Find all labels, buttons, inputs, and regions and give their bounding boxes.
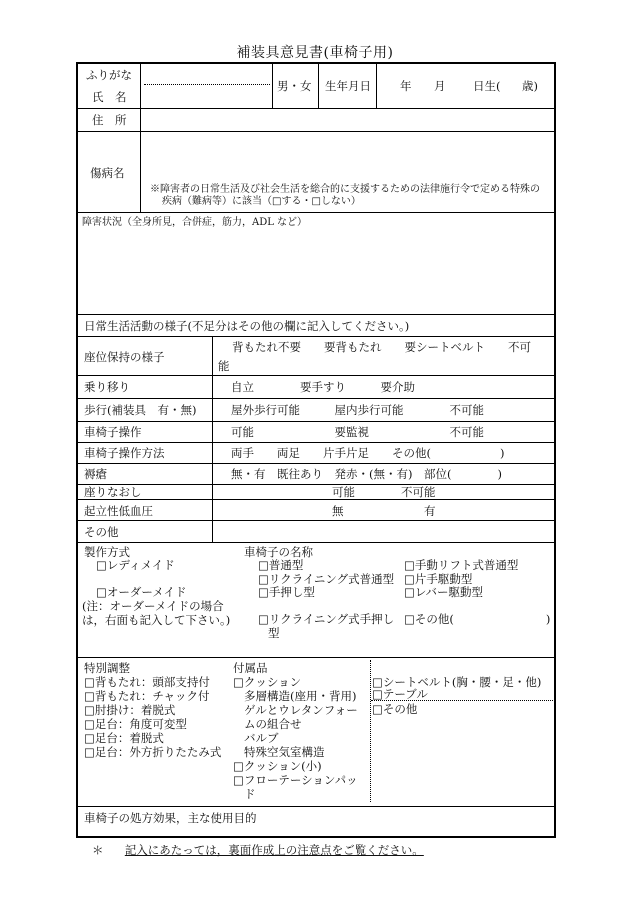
footnote	[92, 842, 424, 858]
accessories-other-checkbox[interactable]: □その他	[372, 702, 418, 716]
production-note: (注：オーダーメイドの場合	[82, 599, 224, 613]
cushion-multilayer: 多層構造(座用・背用)	[244, 689, 357, 703]
row-divider	[78, 314, 554, 315]
sitting-label: 座位保持の様子	[84, 350, 165, 364]
row-divider	[78, 542, 554, 543]
lever-drive-checkbox[interactable]: □レバー駆動型	[404, 585, 484, 599]
gender-option[interactable]: 男・女	[277, 79, 312, 93]
dob-label: 生年月日	[325, 79, 371, 93]
operation-method-options[interactable]: 両手 両足 片手片足 その他( )	[231, 446, 505, 460]
col-divider	[272, 64, 273, 108]
production-heading: 製作方式	[84, 545, 130, 559]
dob-month: 月	[434, 79, 446, 93]
row-divider	[78, 421, 554, 422]
row-divider	[78, 375, 554, 376]
furigana-label: ふりがな	[86, 68, 132, 82]
row-divider	[78, 108, 554, 109]
special-item[interactable]: □足台：外方折りたたみ式	[84, 745, 222, 759]
walking-options[interactable]: 屋外歩行可能 屋内歩行可能 不可能	[231, 403, 484, 417]
table-checkbox[interactable]: □テーブル	[372, 687, 428, 701]
special-heading: 特別調整	[84, 661, 130, 675]
ready-made-checkbox[interactable]: □レディメイド	[96, 558, 175, 572]
footnote-text: 記入にあたっては，裏面作成上の注意点をご覧ください。	[124, 843, 424, 857]
wheelchair-opinion-form	[76, 62, 556, 838]
seatbelt-checkbox[interactable]: □シートベルト(胸・腰・足・他)	[372, 675, 542, 689]
row-divider	[78, 131, 554, 132]
one-hand-checkbox[interactable]: □片手駆動型	[404, 572, 473, 586]
wheelchair-name-heading: 車椅子の名称	[244, 545, 313, 559]
cushion-valve: バルブ	[244, 731, 279, 745]
disease-note: ※障害者の日常生活及び社会生活を総合的に支援するための法律施行令で定める特殊の	[150, 184, 540, 195]
sitting-options[interactable]: 背もたれ不要 要背もたれ 要シートベルト 不可	[232, 340, 531, 354]
accessories-heading: 付属品	[233, 661, 268, 675]
cushion-gel-wrap: ムの組合せ	[244, 717, 302, 731]
pressure-sore-label: 褥瘡	[84, 467, 107, 481]
row-divider	[78, 398, 554, 399]
special-item[interactable]: □背もたれ：頭部支持付	[84, 675, 210, 689]
disability-label: 障害状況（全身所見，合併症，筋力，ADL など）	[82, 217, 308, 228]
flotation-pad-wrap: ド	[244, 787, 256, 801]
transfer-options[interactable]: 自立 要手すり 要介助	[231, 380, 415, 394]
transfer-label: 乗り移り	[84, 380, 130, 394]
reseat-label: 座りなおし	[84, 485, 142, 499]
row-divider	[78, 212, 554, 213]
dob-year: 年	[400, 79, 412, 93]
small-cushion-checkbox[interactable]: □クッション(小)	[233, 759, 322, 773]
row-divider	[78, 499, 554, 500]
operation-method-label: 車椅子操作方法	[84, 446, 165, 460]
manual-lift-checkbox[interactable]: □手動リフト式普通型	[404, 558, 519, 572]
row-divider	[78, 520, 554, 521]
accessories-dotted-divider	[370, 660, 371, 802]
recline-checkbox[interactable]: □リクライニング式普通型	[258, 572, 395, 586]
label-column-divider	[140, 64, 141, 212]
reseat-options[interactable]: 可能 不可能	[332, 485, 436, 499]
production-note-2: は，右面も記入して下さい。)	[82, 613, 231, 627]
walking-label: 歩行(補装具 有・無)	[84, 403, 197, 417]
footnote-mark: ＊	[92, 843, 104, 857]
name-label: 氏 名	[92, 90, 127, 104]
recline-push-wrap: 型	[268, 626, 280, 640]
sitting-options-wrap: 能	[218, 359, 230, 373]
other-label: その他	[84, 525, 119, 539]
row-divider	[78, 484, 554, 485]
order-made-checkbox[interactable]: □オーダーメイド	[96, 585, 187, 599]
special-item[interactable]: □背もたれ：チャック付	[84, 689, 210, 703]
dob-age-close: 歳)	[522, 79, 538, 93]
purpose-label: 車椅子の処方効果，主な使用目的	[84, 811, 257, 825]
cushion-gel: ゲルとウレタンフォー	[244, 703, 358, 717]
label-column-divider	[212, 336, 213, 542]
special-item[interactable]: □足台：角度可変型	[84, 717, 187, 731]
recline-push-checkbox[interactable]: □リクライニング式手押し	[258, 612, 395, 626]
operation-label: 車椅子操作	[84, 425, 142, 439]
form-title: 補装具意見書(車椅子用)	[236, 45, 394, 61]
row-divider	[78, 657, 554, 658]
furigana-dotted-line	[144, 84, 270, 85]
hypotension-label: 起立性低血圧	[84, 504, 153, 518]
flotation-pad-checkbox[interactable]: □フローテーションパッ	[233, 773, 358, 787]
col-divider	[376, 64, 377, 108]
special-item[interactable]: □肘掛け：着脱式	[84, 703, 176, 717]
row-divider	[78, 806, 554, 807]
disease-label: 傷病名	[90, 166, 125, 180]
cushion-air: 特殊空気室構造	[244, 745, 325, 759]
standard-checkbox[interactable]: □普通型	[258, 558, 304, 572]
dob-day-age: 日生(	[473, 79, 501, 93]
manual-push-checkbox[interactable]: □手押し型	[258, 585, 315, 599]
row-divider	[78, 336, 554, 337]
special-item[interactable]: □足台：着脱式	[84, 731, 164, 745]
row-divider	[78, 463, 554, 464]
pressure-sore-options[interactable]: 無・有 既往あり 発赤・(無・有) 部位( )	[231, 467, 502, 481]
wheelchair-other-checkbox[interactable]: □その他( )	[404, 612, 551, 626]
cushion-checkbox[interactable]: □クッション	[233, 675, 302, 689]
address-label: 住 所	[92, 113, 127, 127]
disease-note-2[interactable]: 疾病（難病等）に該当（□する・□しない）	[162, 196, 361, 207]
row-divider	[78, 442, 554, 443]
operation-options[interactable]: 可能 要監視 不可能	[231, 425, 484, 439]
daily-heading: 日常生活活動の様子(不足分はその他の欄に記入してください。)	[84, 319, 410, 333]
col-divider	[318, 64, 319, 108]
hypotension-options[interactable]: 無 有	[332, 504, 436, 518]
